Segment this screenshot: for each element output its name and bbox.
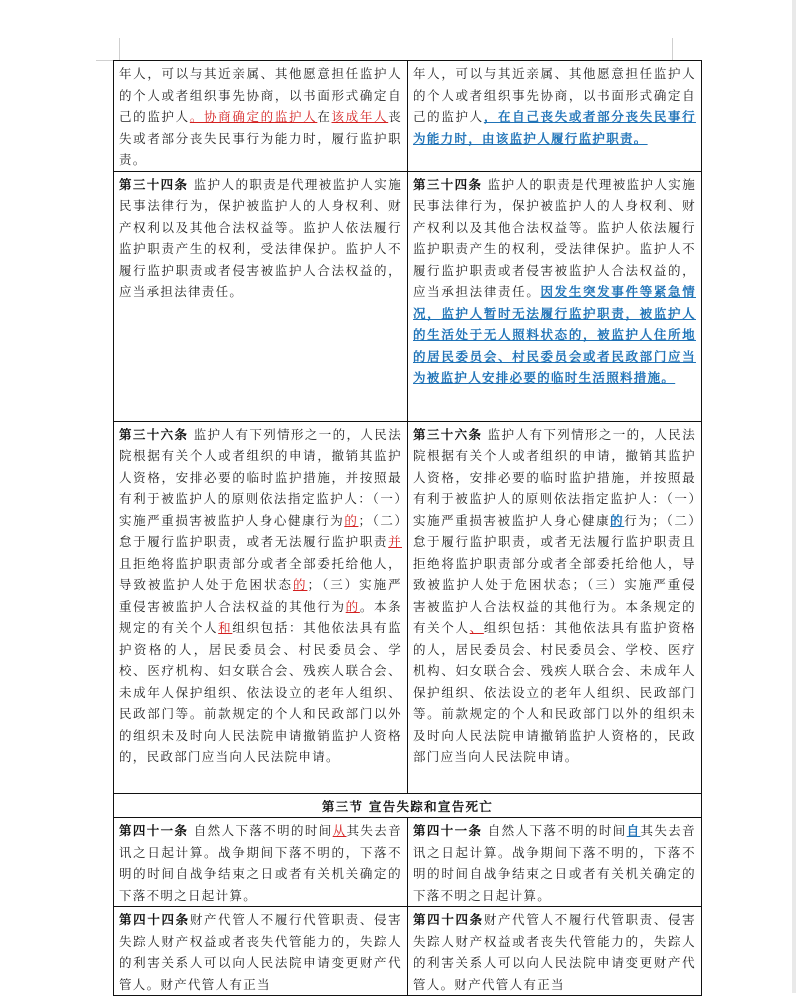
page-corner-mark — [119, 38, 120, 60]
text-run: 自然人下落不明的时间 — [482, 823, 627, 838]
deleted-text: 的 — [345, 598, 360, 614]
new-text-cell — [408, 61, 702, 172]
article-number: 第四十一条 — [413, 823, 483, 838]
deleted-text: 。协商确定的监护人 — [189, 109, 318, 124]
new-text-cell — [408, 171, 702, 421]
text-run: 组织包括：其他依法具有监护资格的人，居民委员会、村民委员会、学校、医疗机构、妇女联合会、残疾人联合会、未成年人保护组织、依法设立的老年人组织、民政部门等。前款规定的个人和民政部门以外的组织未及时向人民法院申请撤销监护人资格的，民政部门应当向人民法院申请。 — [119, 620, 402, 764]
text-run: 在 — [317, 109, 332, 124]
text-run: 监护人的职责是代理被监护人实施民事法律行为，保护被监护人的人身权利、财产权利以及其他合法权益等。监护人依法履行监护职责产生的权利，受法律保护。监护人不履行监护职责或者侵害被监护人合法权益的，应当承担法律责任。 — [413, 176, 696, 299]
old-text-cell — [114, 818, 408, 907]
text-run: 其失去音讯之日起计算。战争期间下落不明的，下落不明的时间自战争结束之日或者有关机关确定的下落不明之日起计算。 — [413, 823, 696, 903]
deleted-text: 和 — [218, 620, 233, 635]
deleted-text: 从 — [332, 823, 347, 838]
old-text-cell — [114, 61, 408, 172]
text-run: ；（二）怠于履行监护职责，或者无法履行监护职责 — [119, 512, 402, 549]
deleted-text: 该成年人 — [331, 109, 389, 124]
deleted-text: 的 — [344, 512, 359, 528]
text-run: 监护人有下列情形之一的，人民法院根据有关个人或者组织的申请，撤销其监护人资格，安排必要的临时监护措施，并按照最有利于被监护人的原则依法指定监护人：（一）实施严重损害被监护人身心健康行为 — [119, 426, 402, 528]
article-number: 第三十六条 — [119, 426, 189, 442]
text-run: 年人，可以与其近亲属、其他愿意担任监护人的个人或者组织事先协商，以书面形式确定自己的监护人 — [119, 66, 402, 124]
text-run: 丧失或者部分丧失民事行为能力时，履行监护职责。 — [119, 109, 402, 167]
table-row — [114, 61, 702, 172]
table-row — [114, 907, 702, 996]
article-number: 第三十四条 — [413, 176, 483, 192]
deleted-text: 的 — [292, 577, 308, 592]
text-run: ；（三）实施严重侵害被监护人合法权益的其他行为 — [119, 577, 402, 614]
section-heading: 第三节 宣告失踪和宣告死亡 — [114, 793, 702, 818]
text-run: 监护人的职责是代理被监护人实施民事法律行为，保护被监护人的人身权利、财产权利以及其他合法权益等。监护人依法履行监护职责产生的权利，受法律保护。监护人不履行监护职责或者侵害被监护人合法权益的，应当承担法律责任。 — [119, 176, 402, 299]
article-number: 第四十一条 — [119, 823, 189, 838]
text-run: 。本条规定的有关个人 — [119, 598, 402, 635]
text-run: 财产代管人不履行代管职责、侵害失踪人财产权益或者丧失代管能力的，失踪人的利害关系人可以向人民法院申请变更财产代管人。财产代管人有正当 — [119, 912, 402, 992]
inserted-text: ，在自己丧失或者部分丧失民事行为能力时，由该监护人履行监护职责。 — [413, 109, 696, 146]
window-edge — [792, 0, 796, 993]
inserted-punctuation: 、 — [469, 620, 484, 635]
table-row — [114, 793, 702, 818]
text-run: 且拒绝将监护职责部分或者全部委托给他人，导致被监护人处于危困状态 — [119, 555, 402, 592]
text-run: 行为；（二）怠于履行监护职责，或者无法履行监护职责且拒绝将监护职责部分或者全部委托给他人，导致被监护人处于危困状态；（三）实施严重侵害被监护人合法权益的其他行为。本条规定的有关个人 — [413, 512, 696, 635]
inserted-text: 的 — [610, 512, 625, 528]
article-number: 第三十六条 — [413, 426, 483, 442]
old-text-cell — [114, 907, 408, 996]
article-number: 第四十四条 — [413, 912, 484, 927]
table-row — [114, 818, 702, 907]
comparison-table — [113, 60, 702, 996]
article-number: 第三十四条 — [119, 176, 189, 192]
new-text-cell — [408, 907, 702, 996]
table-row — [114, 421, 702, 793]
inserted-text: 自 — [626, 823, 641, 838]
new-text-cell — [408, 818, 702, 907]
text-run: 组织包括：其他依法具有监护资格的人，居民委员会、村民委员会、学校、医疗机构、妇女联合会、残疾人联合会、未成年人保护组织、依法设立的老年人组织、民政部门等。前款规定的个人和民政部门以外的组织未及时向人民法院申请撤销监护人资格的，民政部门应当向人民法院申请。 — [413, 620, 696, 764]
text-run: 监护人有下列情形之一的，人民法院根据有关个人或者组织的申请，撤销其监护人资格，安排必要的临时监护措施，并按照最有利于被监护人的原则依法指定监护人：（一）实施严重损害被监护人身心健康 — [413, 426, 696, 528]
text-run: 自然人下落不明的时间 — [188, 823, 333, 838]
table-row — [114, 171, 702, 421]
new-text-cell — [408, 421, 702, 793]
old-text-cell — [114, 421, 408, 793]
article-number: 第四十四条 — [119, 912, 190, 927]
page-corner-mark — [672, 38, 673, 60]
text-run: 年人，可以与其近亲属、其他愿意担任监护人的个人或者组织事先协商，以书面形式确定自己的监护人 — [413, 66, 696, 124]
old-text-cell — [114, 171, 408, 421]
inserted-text: 因发生突发事件等紧急情况，监护人暂时无法履行监护职责，被监护人的生活处于无人照料状态的，被监护人住所地的居民委员会、村民委员会或者民政部门应当为被监护人安排必要的临时生活照料措施。 — [413, 284, 696, 385]
deleted-text: 并 — [388, 534, 402, 549]
text-run: 其失去音讯之日起计算。战争期间下落不明的，下落不明的时间自战争结束之日或者有关机关确定的下落不明之日起计算。 — [119, 823, 402, 903]
text-run: 财产代管人不履行代管职责、侵害失踪人财产权益或者丧失代管能力的，失踪人的利害关系人可以向人民法院申请变更财产代管人。财产代管人有正当 — [413, 912, 696, 992]
